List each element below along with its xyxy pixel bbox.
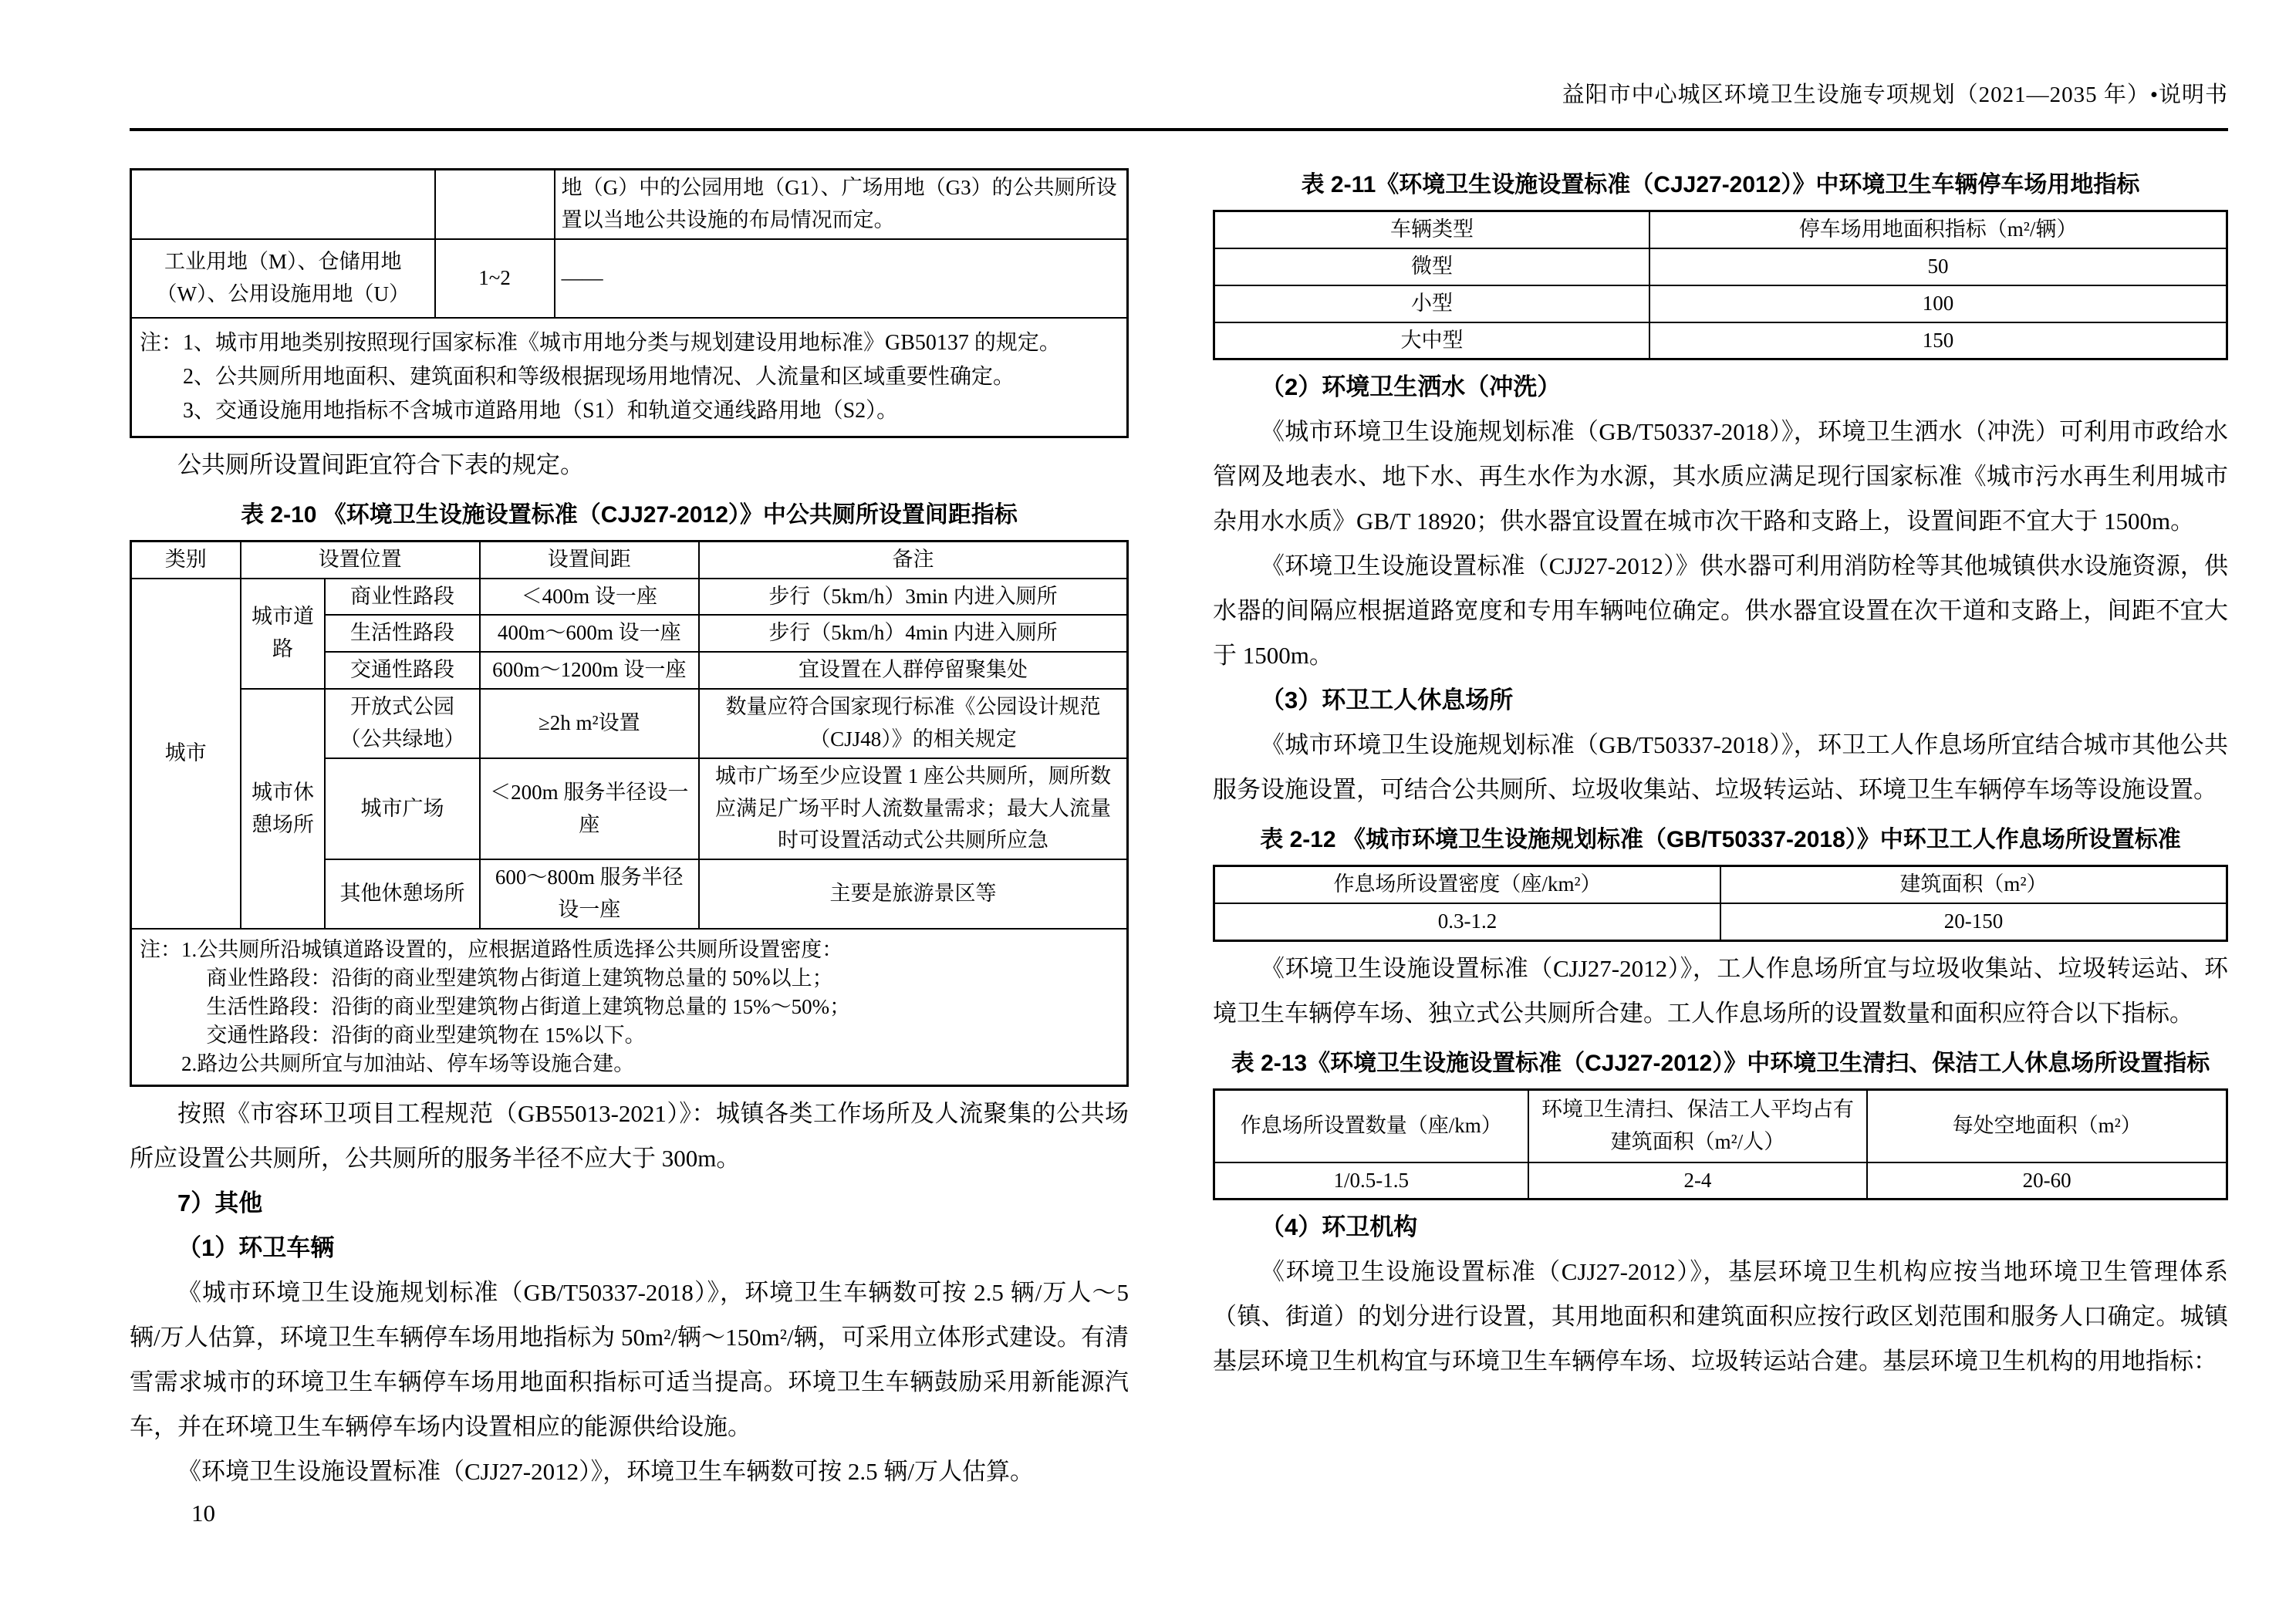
table-cell: ＜200m 服务半径设一座 xyxy=(480,758,699,860)
land-use-table-continued xyxy=(130,168,1129,438)
table-2-12 xyxy=(1213,865,2228,942)
paragraph-org-1: 《环境卫生设施设置标准（CJJ27-2012）》，基层环境卫生机构应按当地环境卫生管理体系（镇、街道）的划分进行设置，其用地面积和建筑面积应按行政区划范围和服务人口确定。城镇基层环境卫生机构宜与环境卫生车辆停车场、垃圾转运站合建。基层环境卫生机构的用地指标： xyxy=(1213,1258,2228,1375)
page-number: 10 xyxy=(191,1500,215,1527)
table-header-row xyxy=(1214,211,2227,248)
table-2-10-title: 表 2-10 《环境卫生设施设置标准（CJJ27-2012）》中公共厕所设置间距指标 xyxy=(241,501,1018,528)
note-line: 2、公共厕所用地面积、建筑面积和等级根据现场用地情况、人流量和区域重要性确定。 xyxy=(183,364,1015,389)
right-column xyxy=(1213,168,2228,1494)
table-cell: 交通性路段 xyxy=(325,652,479,689)
table-2-11 xyxy=(1213,210,2228,360)
table-cell: 地（G）中的公园用地（G1）、广场用地（G3）的公共厕所设置以当地公共设施的布局情况而定。 xyxy=(555,170,1128,239)
left-column xyxy=(130,168,1129,1494)
table-notes-row xyxy=(131,929,1128,1086)
section-heading-7: 7）其他 xyxy=(177,1189,263,1216)
header-cell: 建筑面积（m²） xyxy=(1720,866,2227,903)
header-cell: 环境卫生清扫、保洁工人平均占有建筑面积（m²/人） xyxy=(1528,1090,1868,1162)
intro-paragraph: 公共厕所设置间距宜符合下表的规定。 xyxy=(177,450,584,478)
table-notes-row xyxy=(131,318,1128,437)
table-cell: ＜400m 设一座 xyxy=(480,579,699,616)
table-cell: 400m～600m 设一座 xyxy=(480,615,699,652)
table-notes-cell xyxy=(131,929,1128,1086)
table-row xyxy=(1214,1162,2227,1200)
table-cell: 小型 xyxy=(1214,285,1650,322)
table-row xyxy=(131,239,1128,318)
table-cell: 600～800m 服务半径设一座 xyxy=(480,859,699,929)
table-notes-cell xyxy=(131,318,1128,437)
table-2-13 xyxy=(1213,1088,2228,1200)
header-cell: 设置位置 xyxy=(241,541,480,578)
header-rule xyxy=(130,128,2228,131)
table-cell: 数量应符合国家现行标准《公园设计规范（CJJ48）》的相关规定 xyxy=(699,689,1128,758)
table-cell: 主要是旅游景区等 xyxy=(699,859,1128,929)
table-cell: 1/0.5-1.5 xyxy=(1214,1162,1528,1200)
section-heading-2: （2）环境卫生洒水（冲洗） xyxy=(1261,373,1562,401)
section-heading-4: （4）环卫机构 xyxy=(1261,1213,1418,1241)
note-line: 商业性路段：沿街的商业型建筑物占街道上建筑物总量的 50%以上； xyxy=(206,966,833,990)
table-row xyxy=(131,689,1128,758)
header-cell: 车辆类型 xyxy=(1214,211,1650,248)
table-2-12-title: 表 2-12 《城市环境卫生设施规划标准（GB/T50337-2018）》中环卫工人作息场所设置标准 xyxy=(1260,827,2181,853)
header-cell: 设置间距 xyxy=(480,541,699,578)
section-heading-3: （3）环卫工人休息场所 xyxy=(1261,687,1514,714)
table-header-row xyxy=(1214,866,2227,903)
table-cell: 1~2 xyxy=(435,239,555,318)
table-cell: 20-150 xyxy=(1720,903,2227,940)
empty-cell xyxy=(435,170,555,239)
header-cell: 类别 xyxy=(131,541,241,578)
table-row xyxy=(1214,248,2227,285)
header-cell: 停车场用地面积指标（m²/辆） xyxy=(1649,211,2227,248)
table-2-13-title: 表 2-13《环境卫生设施设置标准（CJJ27-2012）》中环境卫生清扫、保洁工人休息场所设置指标 xyxy=(1231,1051,2210,1077)
table-cell: 商业性路段 xyxy=(325,579,479,616)
group-cell: 城市休憩场所 xyxy=(241,689,326,929)
note-line: 注：1.公共厕所沿城镇道路设置的，应根据道路性质选择公共厕所设置密度： xyxy=(140,937,843,961)
empty-cell xyxy=(131,170,435,239)
header-cell: 作息场所设置密度（座/km²） xyxy=(1214,866,1721,903)
group-cell: 城市道路 xyxy=(241,579,326,690)
table-cell: 150 xyxy=(1649,322,2227,359)
table-cell: 步行（5km/h）3min 内进入厕所 xyxy=(699,579,1128,616)
table-cell: 微型 xyxy=(1214,248,1650,285)
table-row xyxy=(1214,285,2227,322)
table-cell: 开放式公园（公共绿地） xyxy=(325,689,479,758)
page-header-title: 益阳市中心城区环境卫生设施专项规划（2021—2035 年）•说明书 xyxy=(1562,83,2228,107)
table-cell: 大中型 xyxy=(1214,322,1650,359)
table-2-10 xyxy=(130,540,1129,1087)
header-cell: 每处空地面积（m²） xyxy=(1867,1090,2227,1162)
paragraph-vehicle-2: 《环境卫生设施设置标准（CJJ27-2012）》，环境卫生车辆数可按 2.5 辆/万人估算。 xyxy=(177,1457,1034,1485)
table-cell: ≥2h m²设置 xyxy=(480,689,699,758)
header-cell: 备注 xyxy=(699,541,1128,578)
paragraph-rest-1: 《城市环境卫生设施规划标准（GB/T50337-2018）》，环卫工人作息场所宜结合城市其他公共服务设施设置，可结合公共厕所、垃圾收集站、垃圾转运站、环境卫生车辆停车场等设施设置。 xyxy=(1213,731,2228,804)
note-line: 注：1、城市用地类别按照现行国家标准《城市用地分类与规划建设用地标准》GB50137 的规定。 xyxy=(140,330,1061,355)
note-line: 2.路边公共厕所宜与加油站、停车场等设施合建。 xyxy=(181,1051,635,1075)
note-line: 交通性路段：沿街的商业型建筑物在 15%以下。 xyxy=(206,1023,646,1047)
table-cell: 100 xyxy=(1649,285,2227,322)
category-cell: 城市 xyxy=(131,579,241,929)
table-cell: 600m～1200m 设一座 xyxy=(480,652,699,689)
table-cell: 工业用地（M）、仓储用地（W）、公用设施用地（U） xyxy=(131,239,435,318)
table-row xyxy=(1214,903,2227,940)
paragraph-water-2: 《环境卫生设施设置标准（CJJ27-2012）》供水器可利用消防栓等其他城镇供水设施资源，供水器的间隔应根据道路宽度和专用车辆吨位确定。供水器宜设置在次干道和支路上，间距不宜大于 1500m。 xyxy=(1213,552,2228,670)
table-row xyxy=(131,170,1128,239)
note-line: 3、交通设施用地指标不含城市道路用地（S1）和轨道交通线路用地（S2）。 xyxy=(183,398,899,423)
table-cell: 城市广场 xyxy=(325,758,479,860)
table-header-row xyxy=(131,541,1128,578)
table-cell: 宜设置在人群停留聚集处 xyxy=(699,652,1128,689)
paragraph-water-1: 《城市环境卫生设施规划标准（GB/T50337-2018）》，环境卫生洒水（冲洗）可利用市政给水管网及地表水、地下水、再生水作为水源，其水质应满足现行国家标准《城市污水再生利用城市杂用水水质》GB/T 18920；供水器宜设置在城市次干路和支路上，设置间距不宜大于 1500m。 xyxy=(1213,418,2228,535)
section-heading-7-1: （1）环卫车辆 xyxy=(177,1233,335,1261)
note-line: 生活性路段：沿街的商业型建筑物占街道上建筑物总量的 15%～50%； xyxy=(206,994,851,1018)
table-cell: 2-4 xyxy=(1528,1162,1868,1200)
table-cell: 城市广场至少应设置 1 座公共厕所，厕所数应满足广场平时人流数量需求；最大人流量时可设置活动式公共厕所应急 xyxy=(699,758,1128,860)
header-cell: 作息场所设置数量（座/km） xyxy=(1214,1090,1528,1162)
table-cell: 50 xyxy=(1649,248,2227,285)
table-cell: 0.3-1.2 xyxy=(1214,903,1721,940)
table-cell: 生活性路段 xyxy=(325,615,479,652)
paragraph-rest-2: 《环境卫生设施设置标准（CJJ27-2012）》，工人作息场所宜与垃圾收集站、垃圾转运站、环境卫生车辆停车场、独立式公共厕所合建。工人作息场所的设置数量和面积应符合以下指标。 xyxy=(1213,955,2228,1027)
table-cell: 步行（5km/h）4min 内进入厕所 xyxy=(699,615,1128,652)
paragraph-gb55013: 按照《市容环卫项目工程规范（GB55013-2021）》：城镇各类工作场所及人流聚集的公共场所应设置公共厕所，公共厕所的服务半径不应大于 300m。 xyxy=(130,1099,1129,1172)
table-header-row xyxy=(1214,1090,2227,1162)
table-cell: 其他休憩场所 xyxy=(325,859,479,929)
table-cell: 20-60 xyxy=(1867,1162,2227,1200)
table-2-11-title: 表 2-11《环境卫生设施设置标准（CJJ27-2012）》中环境卫生车辆停车场用地指标 xyxy=(1301,172,2140,197)
table-row xyxy=(131,579,1128,616)
table-cell: —— xyxy=(555,239,1128,318)
table-row xyxy=(1214,322,2227,359)
two-column-layout xyxy=(130,168,2228,1494)
paragraph-vehicle-1: 《城市环境卫生设施规划标准（GB/T50337-2018）》，环境卫生车辆数可按 2.5 辆/万人～5 辆/万人估算，环境卫生车辆停车场用地指标为 50m²/辆～150m²/辆，可采用立体形式建设。有清雪需求城市的环境卫生车辆停车场用地面积指标可适当提高。环境卫生车辆鼓励采用新能源汽车，并在环境卫生车辆停车场内设置相应的能源供给设施。 xyxy=(130,1278,1129,1440)
